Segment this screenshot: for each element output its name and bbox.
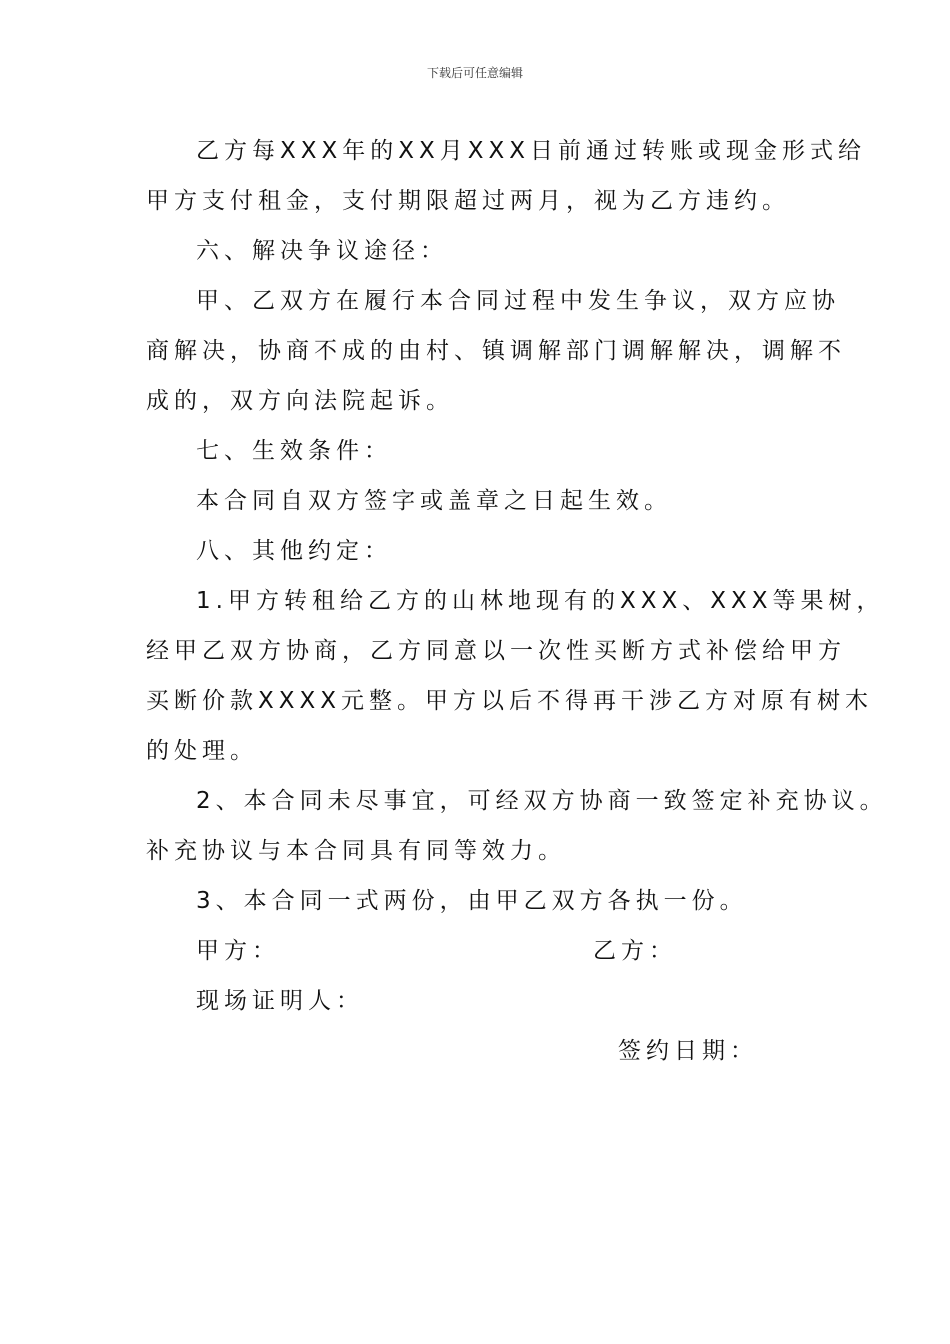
body-line-10: 1.甲方转租给乙方的山林地现有的XXX、XXX等果树， xyxy=(196,588,885,614)
body-line-15: 补充协议与本合同具有同等效力。 xyxy=(146,838,566,864)
section-heading-other: 八、其他约定： xyxy=(196,538,392,564)
body-line-14: 2、本合同未尽事宜，可经双方协商一致签定补充协议。 xyxy=(196,788,888,814)
party-b-signature-label: 乙方： xyxy=(593,938,677,964)
body-line-12: 买断价款XXXX元整。甲方以后不得再干涉乙方对原有树木 xyxy=(146,688,874,714)
body-line-8: 本合同自双方签字或盖章之日起生效。 xyxy=(196,488,672,514)
section-heading-disputes: 六、解决争议途径： xyxy=(196,238,448,264)
body-line-16: 3、本合同一式两份，由甲乙双方各执一份。 xyxy=(196,888,748,914)
witness-signature-label: 现场证明人： xyxy=(196,988,364,1014)
body-line-5: 商解决，协商不成的由村、镇调解部门调解解决，调解不 xyxy=(146,338,846,364)
body-line-2: 甲方支付租金，支付期限超过两月，视为乙方违约。 xyxy=(146,188,790,214)
party-a-signature-label: 甲方： xyxy=(196,938,280,964)
section-heading-effective: 七、生效条件： xyxy=(196,438,392,464)
body-line-1: 乙方每XXX年的XX月XXX日前通过转账或现金形式给 xyxy=(196,138,867,164)
body-line-4: 甲、乙双方在履行本合同过程中发生争议，双方应协 xyxy=(196,288,840,314)
page-header-note: 下载后可任意编辑 xyxy=(426,66,523,80)
body-line-11: 经甲乙双方协商，乙方同意以一次性买断方式补偿给甲方 xyxy=(146,638,846,664)
body-line-13: 的处理。 xyxy=(146,738,258,764)
signing-date-label: 签约日期： xyxy=(618,1038,758,1064)
body-line-6: 成的，双方向法院起诉。 xyxy=(146,388,454,414)
